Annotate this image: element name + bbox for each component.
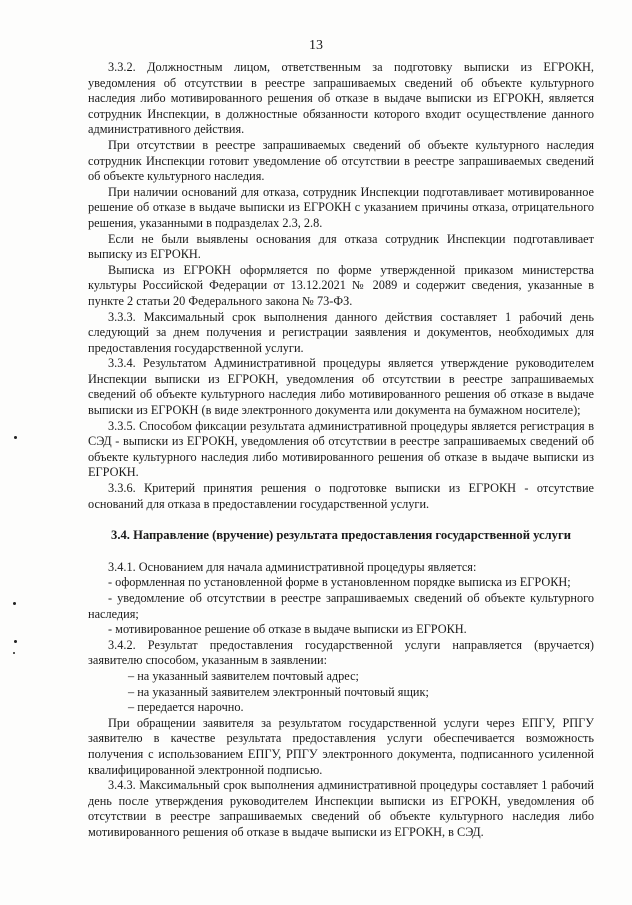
paragraph-3-4-1: 3.4.1. Основанием для начала административной процедуры является: [108,559,477,574]
paragraph-3-3-5: 3.3.5. Способом фиксации результата административной процедуры является регистрация в СЭД - выписки из ЕГРОКН, уведомления об отсутствии в реестре запрашиваемых сведений об объекте культурного наследия либо мотивированного решения об отказе в выдаче выписки из ЕГРОКН. [88,418,594,480]
section-heading-3-4: 3.4. Направление (вручение) результата предоставления государственной услуги [111,528,571,543]
scan-speck [14,640,17,643]
paragraph-3-3-4: 3.3.4. Результатом Административной процедуры является утверждение руководителем Инспекции выписки из ЕГРОКН, уведомления об отсутствии в реестре запрашиваемых сведений об объекте культурного наследия либо мотивированного решения об отказе в выдаче выписки из ЕГРОКН (в виде электронного документа или документа на бумажном носителе); [88,356,594,418]
document-body [88,60,594,841]
paragraph-no-grounds: Если не были выявлены основания для отказа сотрудник Инспекции подготавливает выписку из ЕГРОКН. [88,231,594,262]
list-item: - уведомление об отсутствии в реестре запрашиваемых сведений об объекте культурного наследия; [88,591,594,621]
scan-speck [13,652,15,654]
scan-speck [14,436,17,439]
paragraph-absence-notice: При отсутствии в реестре запрашиваемых сведений об объекте культурного наследия сотрудник Инспекции готовит уведомление об отсутствии в реестре запрашиваемых сведений об объекте культурного наследия. [88,137,594,184]
page-number: 13 [309,38,323,53]
list-item: - мотивированное решение об отказе в выдаче выписки из ЕГРОКН. [108,622,467,637]
scan-speck [13,602,16,605]
list-item: – на указанный заявителем электронный почтовый ящик; [128,684,429,699]
paragraph-refusal-grounds: При наличии оснований для отказа, сотрудник Инспекции подготавливает мотивированное решение об отказе в выдаче выписки из ЕГРОКН с указанием причины отказа, отрицательного решения, указанными в подразделах 2.3, 2.8. [88,184,594,230]
list-item: – передается нарочно. [128,700,244,715]
paragraph-3-3-2: 3.3.2. Должностным лицом, ответственным за подготовку выписки из ЕГРОКН, уведомления об отсутствии в реестре запрашиваемых сведений об объекте культурного наследия либо мотивированного решения об отказе в выдаче выписки из ЕГРОКН, является сотрудник Инспекции, в должностные обязанности которого входит осуществление данного административного действия. [88,60,594,137]
list-item: – на указанный заявителем почтовый адрес; [128,668,359,683]
list-item: - оформленная по установленной форме в установленном порядке выписка из ЕГРОКН; [108,575,571,590]
paragraph-epgu-delivery: При обращении заявителя за результатом государственной услуги через ЕПГУ, РПГУ заявителю в качестве результата предоставления услуги обеспечивается возможность получения с использованием ЕПГУ, РПГУ электронного документа, подписанного усиленной квалифицированной электронной подписью. [88,715,594,777]
paragraph-3-3-3: 3.3.3. Максимальный срок выполнения данного действия составляет 1 рабочий день следующий за днем получения и регистрации заявления и документов, необходимых для предоставления государственной услуги. [88,309,594,355]
paragraph-3-4-3: 3.4.3. Максимальный срок выполнения административной процедуры составляет 1 рабочий день после утверждения руководителем Инспекции выписки из ЕГРОКН, уведомления об отсутствии в реестре запрашиваемых сведений об объекте культурного наследия либо мотивированного решения об отказе в выдаче выписки из ЕГРОКН, в СЭД. [88,778,594,839]
paragraph-3-3-6: 3.3.6. Критерий принятия решения о подготовке выписки из ЕГРОКН - отсутствие оснований для отказа в предоставлении государственной услуги. [88,481,594,511]
paragraph-extract-form: Выписка из ЕГРОКН оформляется по форме утвержденной приказом министерства культуры Российской Федерации от 13.12.2021 № 2089 и содержит сведения, указанные в пункте 2 статьи 20 Федерального закона № 73-ФЗ. [88,262,594,308]
paragraph-3-4-2: 3.4.2. Результат предоставления государственной услуги направляется (вручается) заявителю способом, указанным в заявлении: [88,637,594,668]
